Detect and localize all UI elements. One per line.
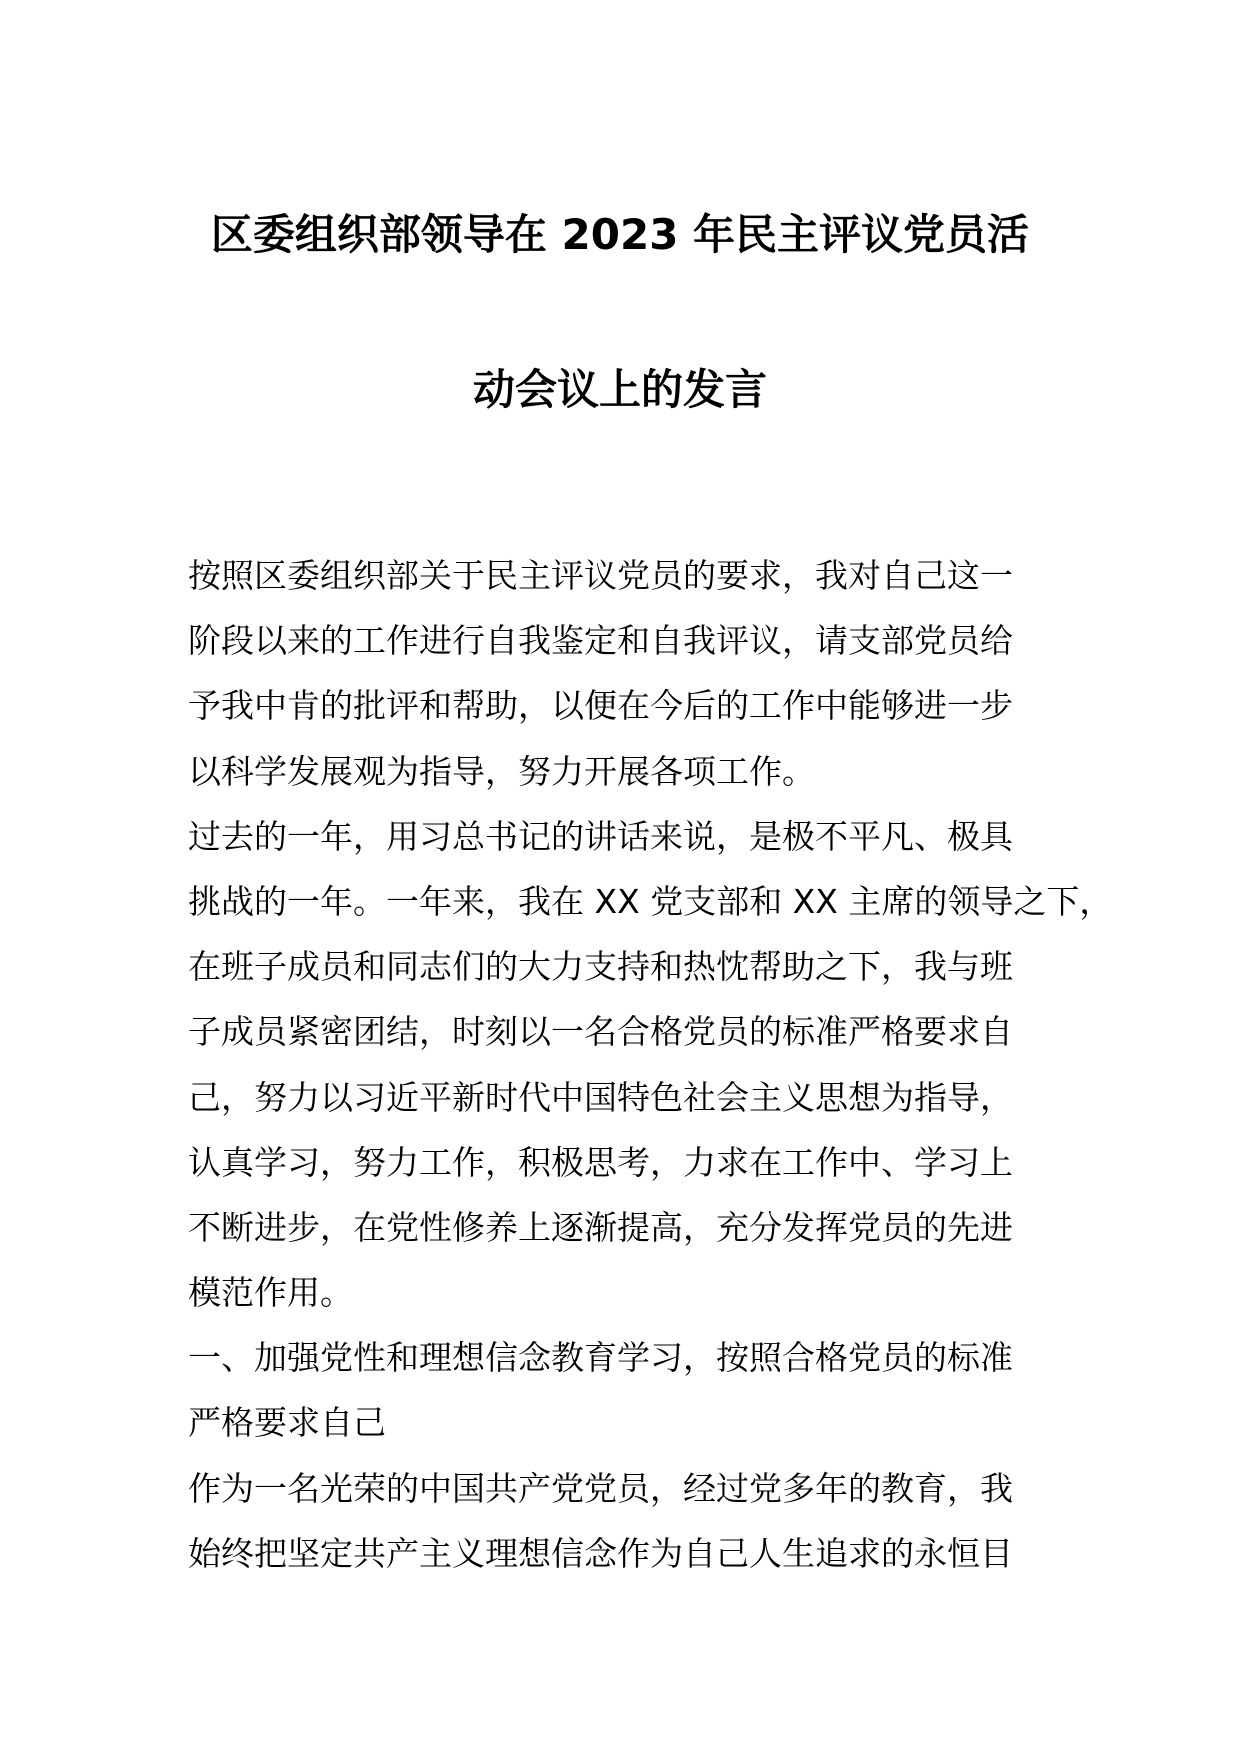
body-line: 认真学习，努力工作，积极思考，力求在工作中、学习上 (188, 1142, 1013, 1182)
body-line: 己，努力以习近平新时代中国特色社会主义思想为指导， (188, 1077, 1013, 1117)
document-body (188, 543, 1113, 1586)
body-line: 予我中肯的批评和帮助，以便在今后的工作中能够进一步 (188, 686, 1013, 726)
body-line: 不断进步，在党性修养上逐渐提高，充分发挥党员的先进 (188, 1207, 1013, 1247)
body-line: 过去的一年，用习总书记的讲话来说，是极不平凡、极具 (188, 816, 1013, 856)
section-heading-line: 一、加强党性和理想信念教育学习，按照合格党员的标准 (188, 1338, 1013, 1378)
document-title-line-2: 动会议上的发言 (472, 365, 767, 414)
body-line: 始终把坚定共产主义理想信念作为自己人生追求的永恒目 (188, 1533, 1013, 1573)
body-line: 以科学发展观为指导，努力开展各项工作。 (188, 751, 815, 791)
body-line: 作为一名光荣的中国共产党党员，经过党多年的教育，我 (188, 1468, 1013, 1508)
body-line: 阶段以来的工作进行自我鉴定和自我评议，请支部党员给 (188, 621, 1013, 661)
body-line: 在班子成员和同志们的大力支持和热忱帮助之下，我与班 (188, 947, 1013, 987)
body-line: 挑战的一年。一年来，我在 XX 党支部和 XX 主席的领导之下， (188, 881, 1113, 921)
body-line: 子成员紧密团结，时刻以一名合格党员的标准严格要求自 (188, 1012, 1013, 1052)
body-line: 按照区委组织部关于民主评议党员的要求，我对自己这一 (188, 556, 1013, 595)
document-title-line-1: 区委组织部领导在 2023 年民主评议党员活 (210, 210, 1030, 259)
body-line: 模范作用。 (188, 1273, 353, 1313)
section-heading-line: 严格要求自己 (188, 1403, 386, 1443)
